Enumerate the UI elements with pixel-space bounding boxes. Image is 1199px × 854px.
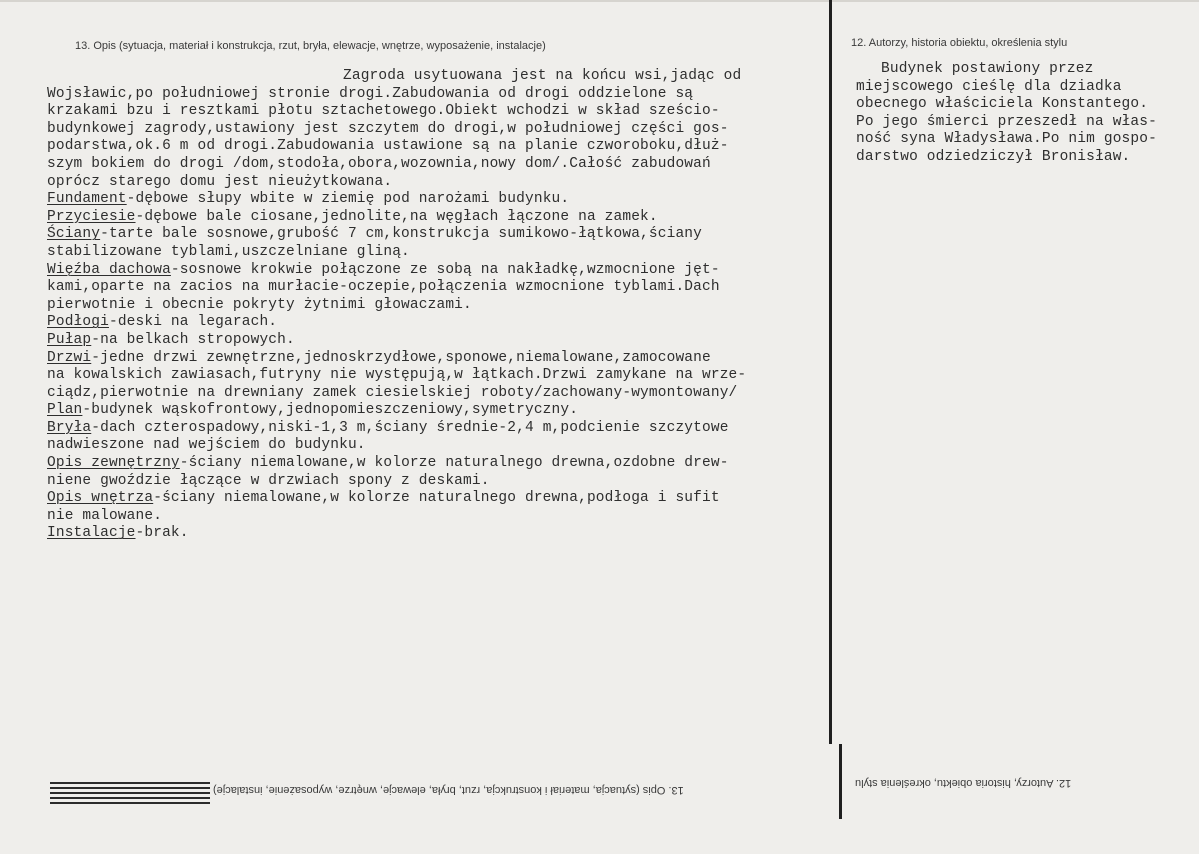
history-line: Po jego śmierci przeszedł na włas- (856, 113, 1157, 130)
description-line (47, 86, 837, 104)
description-line (47, 191, 837, 209)
description-line (47, 437, 837, 455)
line-text: szym bokiem do drogi /dom,stodoła,obora,wozownia,nowy dom/.Całość zabudowań (47, 155, 711, 172)
line-text: -brak. (135, 525, 189, 542)
description-line (47, 174, 837, 192)
description-line (47, 367, 837, 385)
description-text-block (47, 68, 837, 543)
history-line: ność syna Władysława.Po nim gospo- (856, 131, 1157, 148)
description-line (47, 68, 837, 86)
line-text: -dębowe bale ciosane,jednolite,na węgłach łączone na zamek. (135, 208, 658, 225)
section-13-heading: 13. Opis (sytuacja, materiał i konstrukcja, rzut, bryła, elewacje, wnętrze, wyposażenie, instalacje) (75, 40, 546, 52)
history-text-block (856, 61, 1196, 167)
line-text: -budynek wąskofrontowy,jednopomieszczeniowy,symetryczny. (82, 402, 579, 419)
card-top-edge (0, 0, 1199, 2)
description-line (47, 508, 837, 526)
section-label: Opis zewnętrzny (47, 455, 180, 472)
section-label: Podłogi (47, 314, 109, 331)
line-text: niene gwoździe łączące w drzwiach spony z deskami. (47, 472, 490, 489)
line-text: nadwieszone nad wejściem do budynku. (47, 437, 366, 454)
line-text: -na belkach stropowych. (91, 331, 295, 348)
description-line (47, 156, 837, 174)
section-label: Fundament (47, 191, 127, 208)
line-text: budynkowej zagrody,ustawiony jest szczytem do drogi,w południowej części gos- (47, 120, 729, 137)
section-label: Pułap (47, 331, 92, 348)
history-line: darstwo odziedziczył Bronisław. (856, 148, 1131, 165)
mirrored-section-13-heading: 13. Opis (sytuacja, materiał i konstrukcja, rzut, bryła, elewacje, wnętrze, wyposażenie, instalacje) (213, 784, 684, 796)
line-text: krzakami bzu i resztkami płotu sztachetowego.Obiekt wchodzi w skład sześcio- (47, 103, 720, 120)
line-text: -dach czterospadowy,niski-1,3 m,ściany średnie-2,4 m,podcienie szczytowe (91, 419, 729, 436)
line-text: nie malowane. (47, 507, 163, 524)
description-line (47, 402, 837, 420)
description-line (47, 103, 837, 121)
line-text: -deski na legarach. (108, 314, 278, 331)
description-line (47, 455, 837, 473)
section-label: Drzwi (47, 349, 92, 366)
line-text: pierwotnie i obecnie pokryty żytnimi głowaczami. (47, 296, 472, 313)
section-label: Opis wnętrza (47, 490, 154, 507)
line-text: -ściany niemalowane,w kolorze naturalnego drewna,podłoga i sufit (153, 490, 720, 507)
section-label: Przyciesie (47, 208, 136, 225)
description-line (47, 314, 837, 332)
line-text: -jedne drzwi zewnętrzne,jednoskrzydłowe,sponowe,niemalowane,zamocowane (91, 349, 711, 366)
line-text: na kowalskich zawiasach,futryny nie występują,w łątkach.Drzwi zamykane na wrze- (47, 367, 747, 384)
description-line (47, 138, 837, 156)
line-text: -ściany niemalowane,w kolorze naturalnego drewna,ozdobne drew- (179, 455, 729, 472)
description-line (47, 525, 837, 543)
line-text: Zagroda usytuowana jest na końcu wsi,jadąc od (343, 68, 742, 84)
line-text: ciądz,pierwotnie na drewniany zamek ciesielskiej roboty/zachowany-wymontowany/ (47, 384, 738, 401)
description-line (47, 473, 837, 491)
history-line: Budynek postawiony przez (881, 61, 1094, 77)
section-label: Instalacje (47, 525, 136, 542)
line-text: podarstwa,ok.6 m od drogi.Zabudowania ustawione są na planie czworoboku,dłuż- (47, 138, 729, 155)
history-line: obecnego właściciela Konstantego. (856, 96, 1149, 113)
description-line (47, 209, 837, 227)
section-label: Ściany (47, 226, 101, 243)
description-line (47, 262, 837, 280)
description-line (47, 244, 837, 262)
description-line (47, 490, 837, 508)
line-text: Wojsławic,po południowej stronie drogi.Zabudowania od drogi oddzielone są (47, 85, 694, 102)
description-line (47, 350, 837, 368)
description-line (47, 121, 837, 139)
section-12-heading: 12. Autorzy, historia obiektu, określenia stylu (851, 37, 1068, 49)
section-label: Bryła (47, 419, 92, 436)
line-text: stabilizowane tyblami,uszczelniane gliną. (47, 243, 410, 260)
line-text: -tarte bale sosnowe,grubość 7 cm,konstrukcja sumikowo-łątkowa,ściany (100, 226, 703, 243)
description-line (47, 279, 837, 297)
section-label: Plan (47, 402, 83, 419)
line-text: -dębowe słupy wbite w ziemię pod narożami budynku. (126, 191, 570, 208)
line-text: -sosnowe krokwie połączone ze sobą na nakładkę,wzmocnione jęt- (170, 261, 720, 278)
description-line (47, 420, 837, 438)
line-text: kami,oparte na zacios na murłacie-oczepie,połączenia wzmocnione tyblami.Dach (47, 279, 720, 296)
description-line (47, 332, 837, 350)
description-line (47, 385, 837, 403)
mirrored-section-12-heading: 12. Autorzy, historia obiektu, określenia stylu (855, 777, 1072, 789)
description-line (47, 226, 837, 244)
description-line (47, 297, 837, 315)
line-text: oprócz starego domu jest nieużytkowana. (47, 173, 393, 190)
history-line: miejscowego cieślę dla dziadka (856, 78, 1122, 95)
section-label: Więźba dachowa (47, 261, 171, 278)
